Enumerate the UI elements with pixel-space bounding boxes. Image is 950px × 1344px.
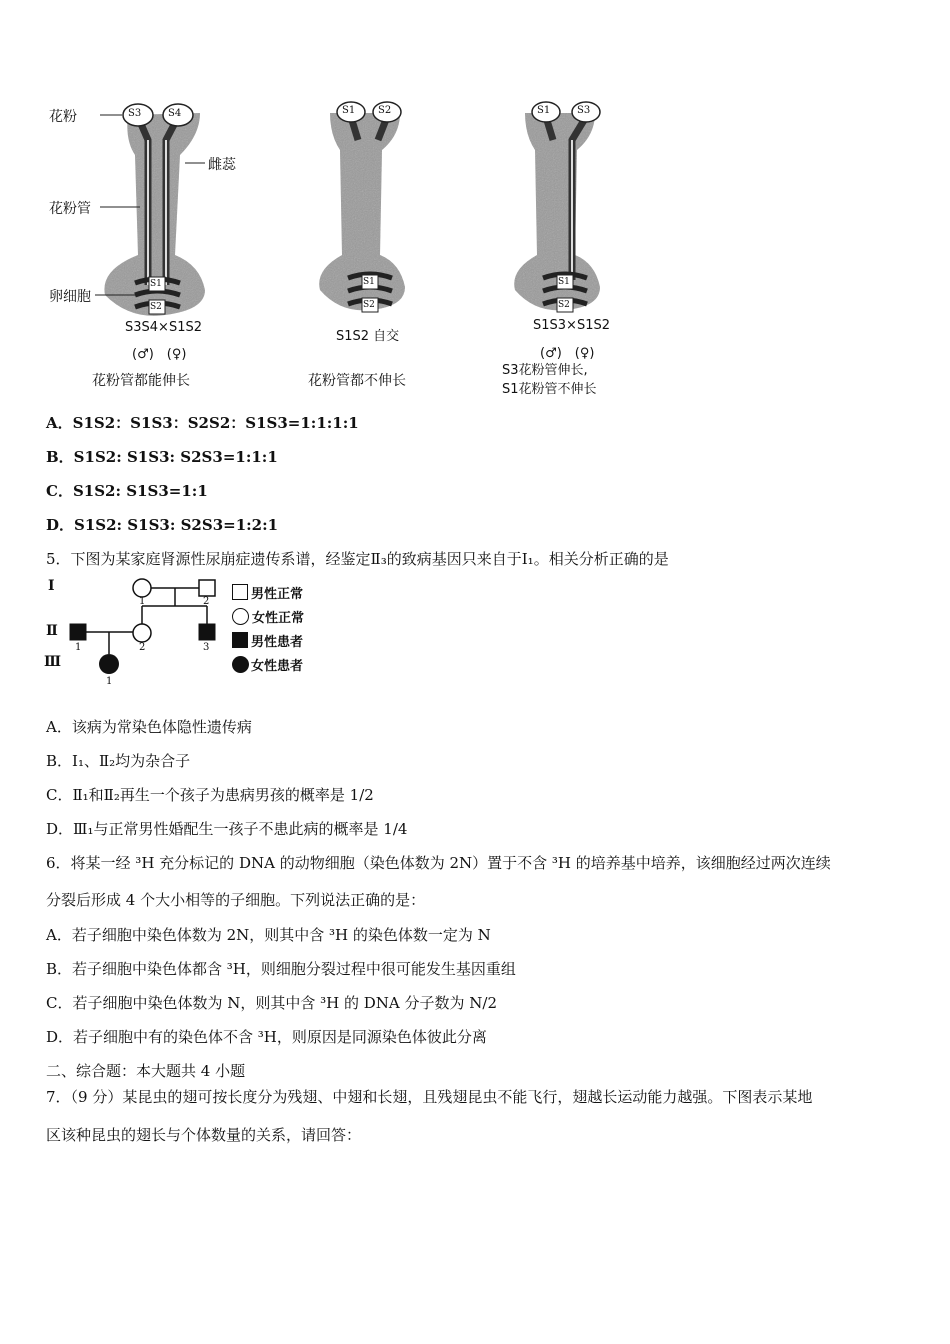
q6-option-d: D．若子细胞中有的染色体不含 ³H，则原因是同源染色体彼此分离	[46, 1028, 487, 1046]
generation-label: Ⅲ	[44, 654, 62, 670]
pollen-tube-figure	[40, 95, 660, 405]
legend-item	[232, 604, 342, 628]
q7-stem-line1: 7．（9 分）某昆虫的翅可按长度分为残翅、中翅和长翅，且残翅昆虫不能飞行，翅越长运动能力越强。下图表示某地	[46, 1088, 813, 1106]
egg-allele: S1	[363, 277, 375, 287]
q6-option-c: C．若子细胞中染色体数为 N，则其中含 ³H 的 DNA 分子数为 N/2	[46, 994, 498, 1012]
label-pistil: 雌蕊	[208, 157, 236, 173]
pollen-allele: S2	[378, 105, 392, 116]
q4-option-a: A．S1S2：S1S3：S2S2：S1S3=1:1:1:1	[46, 414, 359, 432]
pollen-allele: S1	[537, 105, 551, 116]
label-pollen-tube: 花粉管	[49, 201, 91, 217]
female-normal-symbol	[133, 624, 151, 642]
egg-allele: S2	[363, 300, 375, 310]
individual-number: 1	[139, 596, 146, 607]
egg-allele: S2	[150, 302, 162, 312]
panel-caption: S3花粉管伸长,	[502, 363, 588, 378]
pedigree-chart	[42, 572, 342, 692]
legend-label: 男性正常	[251, 586, 304, 602]
individual-number: 1	[75, 642, 82, 653]
q5-stem: 5．下图为某家庭肾源性尿崩症遗传系谱，经鉴定Ⅱ₃的致病基因只来自于Ⅰ₁。相关分析正确的是	[46, 550, 669, 568]
egg-allele: S2	[558, 300, 570, 310]
q6-option-b: B．若子细胞中染色体都含 ³H，则细胞分裂过程中很可能发生基因重组	[46, 960, 516, 978]
q6-stem-line2: 分裂后形成 4 个大小相等的子细胞。下列说法正确的是：	[46, 891, 426, 909]
individual-number: 1	[106, 676, 113, 687]
legend-item	[232, 652, 342, 676]
pollen-allele: S3	[128, 108, 142, 119]
panel-caption-2: S1花粉管不伸长	[502, 382, 597, 397]
egg-allele: S1	[150, 279, 162, 289]
q6-stem-line1: 6．将某一经 ³H 充分标记的 DNA 的动物细胞（染色体数为 2N）置于不含 ³H 的培养基中培养，该细胞经过两次连续	[46, 854, 831, 872]
q5-option-b: B．Ⅰ₁、Ⅱ₂均为杂合子	[46, 752, 191, 770]
legend-male-normal-icon	[232, 584, 248, 600]
q5-option-a: A．该病为常染色体隐性遗传病	[46, 718, 252, 736]
legend-item	[232, 628, 342, 652]
q4-option-b: B．S1S2: S1S3: S2S3=1:1:1	[46, 448, 278, 466]
pollen-allele: S3	[577, 105, 591, 116]
egg-allele: S1	[558, 277, 570, 287]
female-normal-symbol	[133, 579, 151, 597]
legend-female-affected-icon	[232, 656, 249, 673]
generation-label: Ⅰ	[48, 578, 55, 594]
label-egg-cell: 卵细胞	[49, 289, 91, 305]
q4-option-c: C．S1S2: S1S3=1:1	[46, 482, 208, 500]
legend-item	[232, 580, 342, 604]
pollen-allele: S4	[168, 108, 182, 119]
q6-option-a: A．若子细胞中染色体数为 2N，则其中含 ³H 的染色体数一定为 N	[46, 926, 491, 944]
sex-label: (♂) (♀)	[132, 347, 187, 362]
panel-caption: 花粉管都不伸长	[308, 373, 406, 389]
legend-male-affected-icon	[232, 632, 248, 648]
legend-label: 女性患者	[251, 658, 304, 674]
pollen-allele: S1	[342, 105, 356, 116]
q7-stem-line2: 区该种昆虫的翅长与个体数量的关系，请回答：	[46, 1126, 362, 1144]
section-heading: 二、综合题：本大题共 4 小题	[46, 1062, 246, 1080]
generation-label: Ⅱ	[46, 623, 58, 639]
male-affected-symbol	[199, 624, 215, 640]
q5-option-c: C．Ⅱ₁和Ⅱ₂再生一个孩子为患病男孩的概率是 1/2	[46, 786, 374, 804]
sex-label: (♂) (♀)	[540, 346, 595, 361]
individual-number: 2	[139, 642, 146, 653]
cross-label: S3S4×S1S2	[125, 320, 202, 335]
legend-female-normal-icon	[232, 608, 249, 625]
label-pollen: 花粉	[49, 109, 77, 125]
cross-label: S1S2 自交	[336, 329, 400, 344]
legend-label: 男性患者	[251, 634, 304, 650]
pedigree-legend	[232, 580, 342, 676]
female-affected-symbol	[99, 654, 119, 674]
male-normal-symbol	[199, 580, 215, 596]
q5-option-d: D．Ⅲ₁与正常男性婚配生一孩子不患此病的概率是 1/4	[46, 820, 408, 838]
legend-label: 女性正常	[252, 610, 305, 626]
panel-caption: 花粉管都能伸长	[92, 373, 190, 389]
male-affected-symbol	[70, 624, 86, 640]
cross-label: S1S3×S1S2	[533, 318, 610, 333]
individual-number: 3	[203, 642, 210, 653]
q4-option-d: D．S1S2: S1S3: S2S3=1:2:1	[46, 516, 279, 534]
individual-number: 2	[203, 596, 210, 607]
